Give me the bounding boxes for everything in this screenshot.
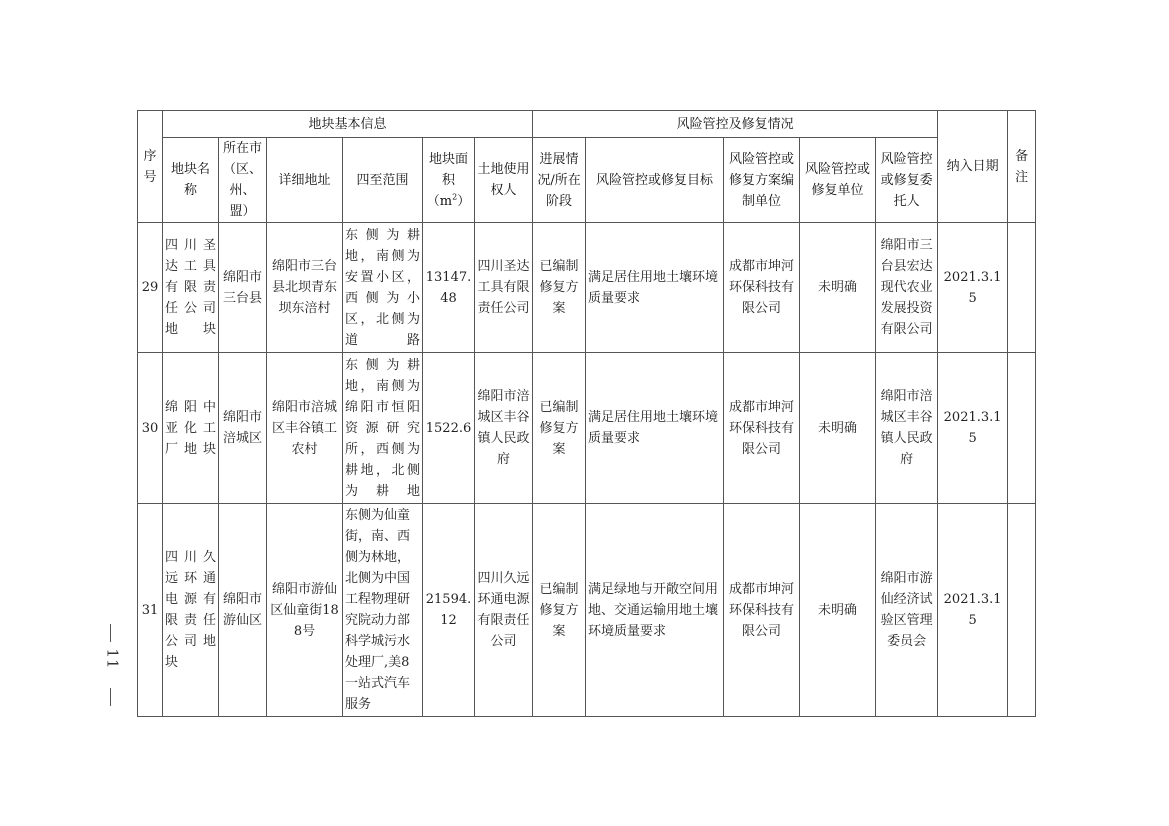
cell-exec-unit: 未明确	[800, 504, 876, 717]
header-date: 纳入日期	[938, 111, 1008, 223]
page-number-dash-top	[110, 624, 111, 642]
header-remarks: 备注	[1008, 111, 1036, 223]
cell-client: 绵阳市游仙经济试验区管理委员会	[876, 504, 938, 717]
cell-progress: 已编制修复方案	[533, 504, 586, 717]
header-basic-info: 地块基本信息	[163, 111, 533, 138]
cell-name: 四川久远环通电源有限责任公司地块	[163, 504, 219, 717]
cell-exec-unit: 未明确	[800, 353, 876, 504]
cell-area: 13147.48	[423, 223, 475, 353]
cell-boundary: 东侧为仙童街，南、西侧为林地，北侧为中国工程物理研究院动力部科学城污水处理厂,美8一站式汽车服务	[343, 504, 423, 717]
group-header-row	[138, 111, 1036, 138]
header-client: 风险管控或修复委托人	[876, 138, 938, 223]
cell-land-user: 绵阳市涪城区丰谷镇人民政府	[475, 353, 533, 504]
header-address: 详细地址	[267, 138, 343, 223]
header-progress: 进展情况/所在阶段	[533, 138, 586, 223]
header-seq: 序号	[138, 111, 163, 223]
cell-exec-unit: 未明确	[800, 223, 876, 353]
cell-progress: 已编制修复方案	[533, 223, 586, 353]
cell-seq: 29	[138, 223, 163, 353]
header-area	[423, 138, 475, 223]
cell-plan-unit: 成都市坤河环保科技有限公司	[724, 504, 800, 717]
cell-date: 2021.3.15	[938, 353, 1008, 504]
table-row	[138, 353, 1036, 504]
cell-land-user: 四川久远环通电源有限责任公司	[475, 504, 533, 717]
cell-location: 绵阳市涪城区	[219, 353, 267, 504]
cell-date: 2021.3.15	[938, 223, 1008, 353]
header-goal: 风险管控或修复目标	[586, 138, 724, 223]
cell-area: 21594.12	[423, 504, 475, 717]
contaminated-sites-table	[137, 110, 1036, 717]
cell-seq: 31	[138, 504, 163, 717]
cell-progress: 已编制修复方案	[533, 353, 586, 504]
cell-goal: 满足居住用地土壤环境质量要求	[586, 223, 724, 353]
header-area-unit: （m	[426, 193, 453, 209]
cell-name: 绵阳中亚化工厂地块	[163, 353, 219, 504]
cell-client: 绵阳市涪城区丰谷镇人民政府	[876, 353, 938, 504]
cell-address: 绵阳市三台县北坝青东坝东涪村	[267, 223, 343, 353]
cell-remarks	[1008, 504, 1036, 717]
cell-date: 2021.3.15	[938, 504, 1008, 717]
page-number-dash-bottom	[110, 688, 111, 706]
header-area-unit-sup: 2	[452, 192, 458, 202]
header-risk-info: 风险管控及修复情况	[533, 111, 938, 138]
cell-boundary: 东侧为耕地，南侧为安置小区，西侧为小区，北侧为道路	[343, 223, 423, 353]
header-name: 地块名称	[163, 138, 219, 223]
cell-remarks	[1008, 223, 1036, 353]
header-land-user: 土地使用权人	[475, 138, 533, 223]
cell-goal: 满足绿地与开敞空间用地、交通运输用地土壤环境质量要求	[586, 504, 724, 717]
column-header-row	[138, 138, 1036, 223]
header-area-label: 地块面积	[428, 151, 468, 188]
cell-address: 绵阳市游仙区仙童街188号	[267, 504, 343, 717]
cell-remarks	[1008, 353, 1036, 504]
header-area-unit-close: ）	[457, 193, 471, 209]
cell-plan-unit: 成都市坤河环保科技有限公司	[724, 353, 800, 504]
header-boundary: 四至范围	[343, 138, 423, 223]
page-number: 11	[103, 648, 122, 670]
cell-area: 1522.6	[423, 353, 475, 504]
header-location: 所在市（区、州、盟）	[219, 138, 267, 223]
cell-name: 四川圣达工具有限责任公司地块	[163, 223, 219, 353]
header-plan-unit: 风险管控或修复方案编制单位	[724, 138, 800, 223]
cell-land-user: 四川圣达工具有限责任公司	[475, 223, 533, 353]
header-exec-unit: 风险管控或修复单位	[800, 138, 876, 223]
cell-seq: 30	[138, 353, 163, 504]
table-row	[138, 223, 1036, 353]
table-row	[138, 504, 1036, 717]
cell-client: 绵阳市三台县宏达现代农业发展投资有限公司	[876, 223, 938, 353]
cell-address: 绵阳市涪城区丰谷镇工农村	[267, 353, 343, 504]
cell-location: 绵阳市三台县	[219, 223, 267, 353]
page-number-marker	[100, 622, 122, 702]
cell-plan-unit: 成都市坤河环保科技有限公司	[724, 223, 800, 353]
cell-boundary: 东侧为耕地，南侧为绵阳市恒阳资源研究所，西侧为耕地，北侧为耕地	[343, 353, 423, 504]
cell-goal: 满足居住用地土壤环境质量要求	[586, 353, 724, 504]
cell-location: 绵阳市游仙区	[219, 504, 267, 717]
